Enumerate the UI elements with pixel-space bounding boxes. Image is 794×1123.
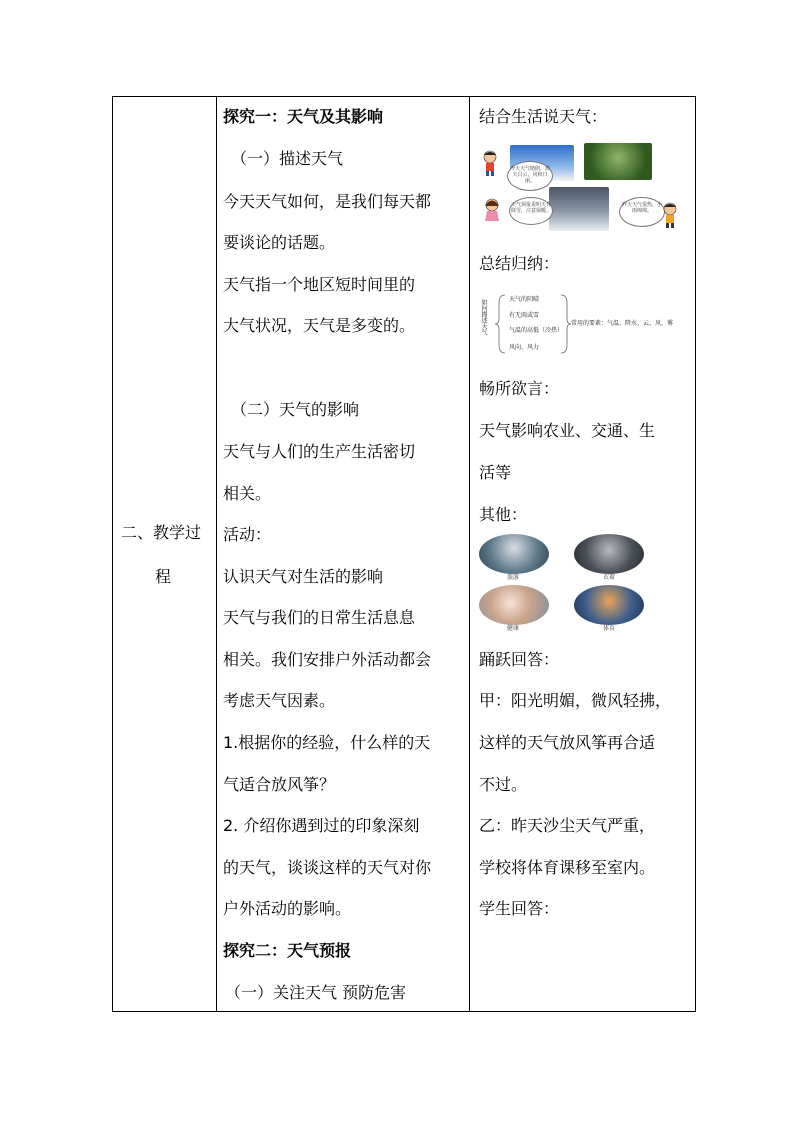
- column-divider: [216, 97, 217, 1011]
- right-text: 这样的天气放风筝再合适: [479, 733, 656, 752]
- cartoon-girl-icon: [483, 197, 501, 225]
- snow-house-photo: [549, 187, 609, 231]
- right-heading: 踊跃回答：: [479, 650, 560, 669]
- rain-grass-photo: [584, 143, 652, 180]
- speech-bubble: 昨天天气很热，小雨绵绵。: [619, 197, 665, 227]
- photo-caption: 体育: [603, 625, 616, 632]
- left-brace-icon: [493, 293, 509, 355]
- speech-bubble: 天气预报说明天有降雪，注意保暖。: [509, 197, 553, 225]
- diagram-item: 气温的高低（冷热）: [509, 327, 564, 334]
- section-label: 二、教学过: [121, 523, 202, 542]
- heading-explore-1: 探究一：天气及其影响: [223, 107, 384, 126]
- paragraph-line: 天气指一个地区短时间里的: [223, 275, 416, 294]
- paragraph-line: 相关。我们安排户外活动都会: [223, 650, 432, 669]
- cartoon-boy-icon: [481, 149, 499, 177]
- speech-bubble: 今天天气晴朗，蓝天白云，风和日丽。: [507, 161, 553, 191]
- paragraph-line: 考虑天气因素。: [223, 691, 336, 710]
- paragraph-line: 天气与人们的生产生活密切: [223, 442, 416, 461]
- subheading: （二）天气的影响: [231, 400, 360, 419]
- lesson-table: [112, 96, 696, 1012]
- paragraph-line: 1.根据你的经验，什么样的天: [223, 733, 431, 752]
- right-text: 不过。: [479, 775, 528, 794]
- paragraph-line: 气适合放风筝？: [223, 775, 336, 794]
- diagram-side-label: 如何描述天气: [480, 299, 487, 335]
- column-divider: [469, 97, 470, 1011]
- diagram-item: 天气的阴晴: [509, 296, 540, 303]
- right-heading: 总结归纳：: [479, 254, 560, 273]
- paragraph-line: 2. 介绍你遇到过的印象深刻: [223, 816, 420, 835]
- right-text: 学生回答：: [479, 899, 560, 918]
- paragraph-line: 活动：: [223, 525, 272, 544]
- heading-explore-2: 探究二：天气预报: [223, 941, 352, 960]
- paragraph-line: 天气与我们的日常生活息息: [223, 608, 416, 627]
- right-text: 活等: [479, 463, 512, 482]
- right-heading: 结合生活说天气：: [479, 107, 608, 126]
- right-heading: 其他：: [479, 505, 528, 524]
- clothing-photo: [574, 534, 644, 574]
- section-label-cont: 程: [155, 567, 172, 586]
- paragraph-line: 相关。: [223, 484, 272, 503]
- health-photo: [479, 585, 549, 625]
- right-text: 甲：阳光明媚，微风轻拂，: [479, 691, 672, 710]
- sports-photo: [574, 585, 644, 625]
- diagram-item: 风向、风力: [509, 344, 540, 351]
- paragraph-line: 大气状况，天气是多变的。: [223, 316, 416, 335]
- cartoon-boy-icon: [661, 201, 679, 229]
- photo-caption: 旅游: [507, 574, 520, 581]
- paragraph-line: 的天气，谈谈这样的天气对你: [223, 858, 432, 877]
- subheading: （一）描述天气: [231, 149, 344, 168]
- diagram-item: 有无雨或雪: [509, 312, 540, 319]
- paragraph-line: 认识天气对生活的影响: [223, 567, 384, 586]
- paragraph-line: 户外活动的影响。: [223, 899, 352, 918]
- travel-photo: [479, 534, 549, 574]
- paragraph-line: 要谈论的话题。: [223, 233, 336, 252]
- photo-caption: 健康: [507, 625, 520, 632]
- right-text: 乙：昨天沙尘天气严重，: [479, 816, 656, 835]
- right-heading: 畅所欲言：: [479, 379, 560, 398]
- diagram-summary: 常用的要素：气温、降水、云、风、雾: [571, 320, 674, 327]
- right-text: 天气影响农业、交通、生: [479, 421, 656, 440]
- photo-caption: 衣着: [603, 574, 616, 581]
- right-text: 学校将体育课移至室内。: [479, 858, 656, 877]
- paragraph-line: 今天天气如何，是我们每天都: [223, 192, 432, 211]
- subheading: （一）关注天气 预防危害: [225, 983, 407, 1002]
